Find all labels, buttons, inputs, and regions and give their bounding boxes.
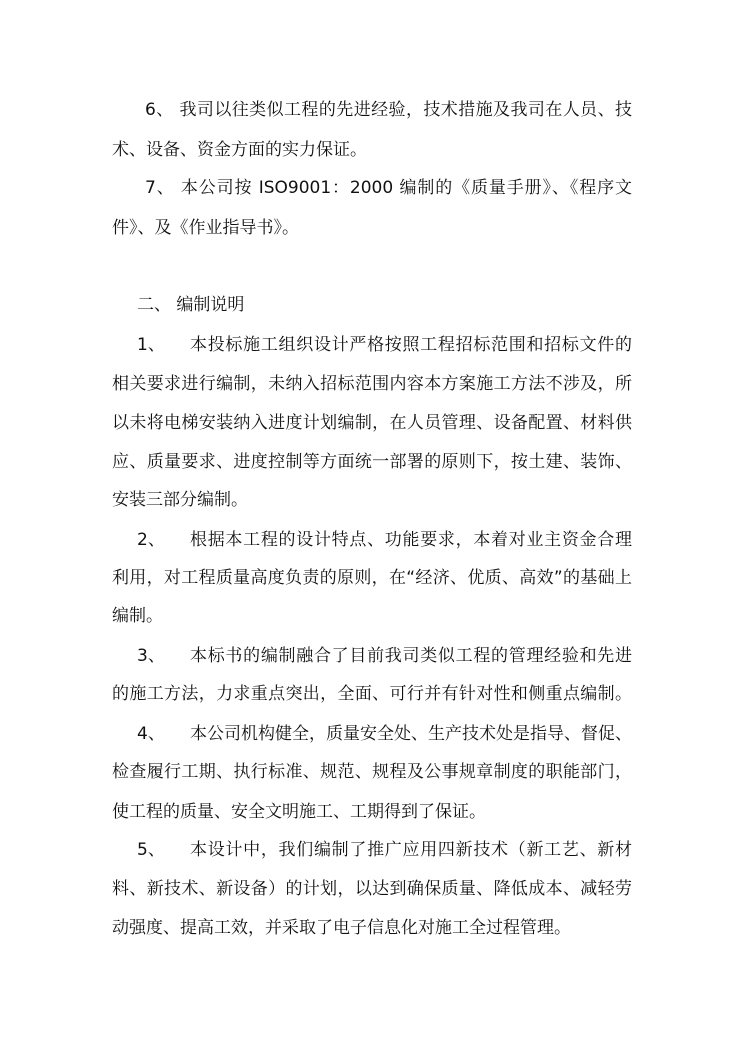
text-line: 的施工方法，力求重点突出，全面、可行并有针对性和侧重点编制。 bbox=[112, 684, 632, 704]
text-line: 本投标施工组织设计严格按照工程招标范围和招标文件的 bbox=[190, 335, 632, 355]
item-number: 3、 bbox=[137, 646, 165, 666]
text-line: 编制。 bbox=[112, 606, 163, 626]
text-line: 根据本工程的设计特点、功能要求，本着对业主资金合理 bbox=[190, 530, 632, 550]
text-line: 使工程的质量、安全文明施工、工期得到了保证。 bbox=[112, 802, 486, 822]
text-line: 件》、及《作业指导书》。 bbox=[112, 218, 299, 238]
text-line: 动强度、提高工效，并采取了电子信息化对施工全过程管理。 bbox=[112, 918, 571, 938]
item-number: 1、 bbox=[137, 335, 165, 355]
text-line: 7、 本公司按 ISO9001：2000 编制的《质量手册》、《程序文 bbox=[145, 178, 632, 198]
text-line: 料、新技术、新设备）的计划，以达到确保质量、降低成本、减轻劳 bbox=[112, 879, 632, 899]
text-line: 安装三部分编制。 bbox=[112, 490, 248, 510]
text-line: 6、 我司以往类似工程的先进经验，技术措施及我司在人员、技 bbox=[145, 100, 632, 120]
text-line: 本公司机构健全，质量安全处、生产技术处是指导、督促、 bbox=[190, 724, 632, 744]
text-line: 本设计中，我们编制了推广应用四新技术（新工艺、新材 bbox=[190, 840, 632, 860]
text-line: 相关要求进行编制，未纳入招标范围内容本方案施工方法不涉及，所 bbox=[112, 374, 632, 394]
text-line: 应、质量要求、进度控制等方面统一部署的原则下，按土建、装饰、 bbox=[112, 452, 632, 472]
item-number: 5、 bbox=[137, 840, 165, 860]
item-number: 2、 bbox=[137, 530, 165, 550]
text-line: 本标书的编制融合了目前我司类似工程的管理经验和先进 bbox=[190, 646, 632, 666]
text-line: 利用，对工程质量高度负责的原则，在“经济、优质、高效”的基础上 bbox=[112, 568, 632, 588]
section-heading: 二、 编制说明 bbox=[137, 295, 245, 315]
text-line: 以未将电梯安装纳入进度计划编制，在人员管理、设备配置、材料供 bbox=[112, 413, 632, 433]
item-number: 4、 bbox=[137, 724, 165, 744]
text-line: 检查履行工期、执行标准、规范、规程及公事规章制度的职能部门， bbox=[112, 762, 632, 782]
text-line: 术、设备、资金方面的实力保证。 bbox=[112, 140, 367, 160]
